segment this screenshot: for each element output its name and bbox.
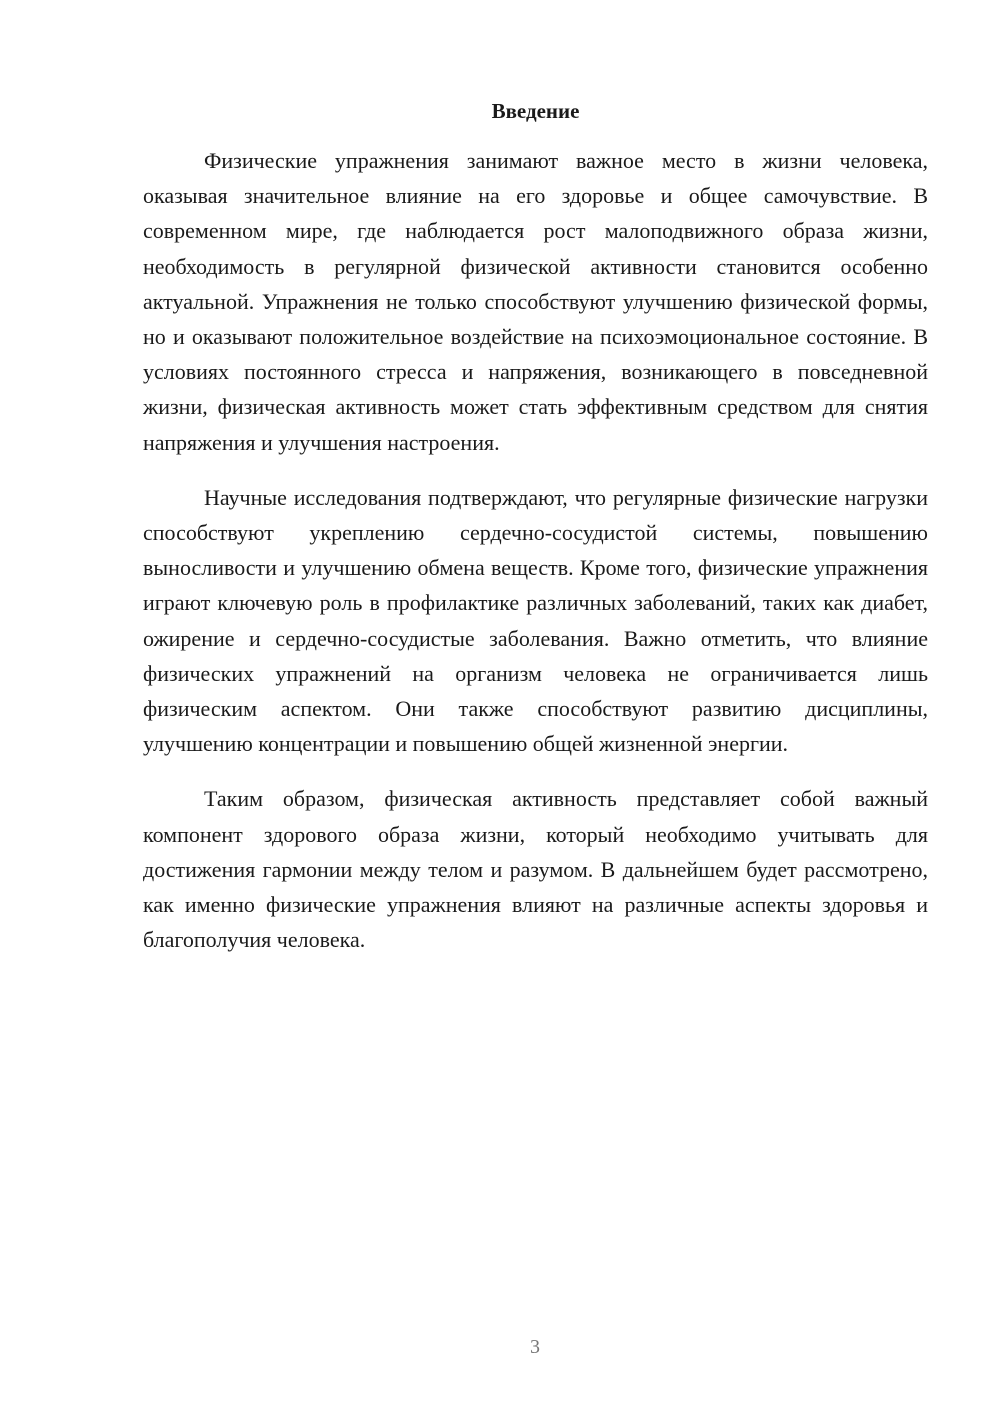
paragraph-3: Таким образом, физическая активность представляет собой важный компонент здорового образа жизни, который необходимо учитывать для достижения гармонии между телом и разумом. В дальнейшем будет рассмотрено, как именно физические упражнения влияют на различные аспекты здоровья и благополучия человека. [143, 786, 928, 953]
paragraph-1: Физические упражнения занимают важное место в жизни человека, оказывая значительное влияние на его здоровье и общее самочувствие. В современном мире, где наблюдается рост малоподвижного образа жизни, необходимость в регулярной физической активности становится особенно актуальной. Упражнения не только способствуют улучшению физической формы, но и оказывают положительное воздействие на психоэмоциональное состояние. В условиях постоянного стресса и напряжения, возникающего в повседневной жизни, физическая активность может стать эффективным средством для снятия напряжения и улучшения настроения. [143, 148, 928, 455]
body-text [143, 143, 928, 977]
paragraph-2: Научные исследования подтверждают, что регулярные физические нагрузки способствуют укреплению сердечно-сосудистой системы, повышению выносливости и улучшению обмена веществ. Кроме того, физические упражнения играют ключевую роль в профилактике различных заболеваний, таких как диабет, ожирение и сердечно-сосудистые заболевания. Важно отметить, что влияние физических упражнений на организм человека не ограничивается лишь физическим аспектом. Они также способствуют развитию дисциплины, улучшению концентрации и повышению общей жизненной энергии. [143, 484, 928, 757]
section-heading: Введение [491, 99, 580, 123]
page-number: 3 [530, 1336, 540, 1358]
